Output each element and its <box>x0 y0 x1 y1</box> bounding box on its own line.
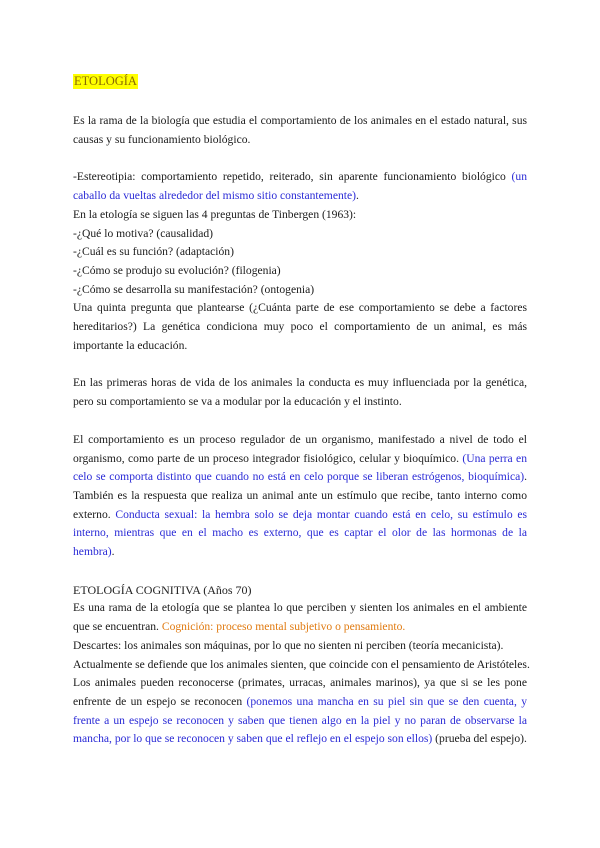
espejo-paragraph <box>73 674 527 749</box>
cognitiva-paragraph <box>73 599 527 636</box>
comportamiento-example-2: Conducta sexual: la hembra solo se deja montar cuando está en celo, su estímulo es interno, mientras que en el macho es externo, que es captar el olor de las hormonas de la hembra) <box>73 507 528 559</box>
primeras-horas-paragraph: En las primeras horas de vida de los animales la conducta es muy influenciada por la genética, pero su comportamiento se va a modular por la educación y el instinto. <box>73 376 527 409</box>
cognitiva-text: Es una rama de la etología que se plantea lo que perciben y sienten los animales en el ambiente que se encuentran. <box>73 601 527 634</box>
espejo-text: Los animales pueden reconocerse (primates, urracas, animales marinos), ya que si se les pone enfrente de un espejo se reconocen <box>73 676 527 708</box>
cognitiva-heading: ETOLOGÍA COGNITIVA (Años 70) <box>73 582 252 597</box>
comportamiento-end: . <box>111 545 115 559</box>
comportamiento-text-1: El comportamiento es un proceso regulador de un organismo, manifestado a nivel de todo el organismo, como parte de un proceso integrador fisiológico, celular y bioquímico. <box>73 432 527 465</box>
document-body <box>73 73 530 749</box>
question-item: -¿Cómo se desarrolla su manifestación? (ontogenia) <box>73 282 315 296</box>
quinta-paragraph: Una quinta pregunta que plantearse (¿Cuánta parte de ese comportamiento se debe a factores hereditarios?) La genética condiciona muy poco el comportamiento de un animal, es más importante la educación. <box>73 301 527 352</box>
estereotipia-end: . <box>356 189 359 203</box>
page-title: ETOLOGÍA <box>74 74 137 88</box>
estereotipia-text: -Estereotipia: comportamiento repetido, reiterado, sin aparente funcionamiento biológico <box>73 170 512 184</box>
comportamiento-text-2: . También es la respuesta que realiza un animal ante un estímulo que recibe, tanto interno como externo. <box>73 470 527 521</box>
question-item: -¿Qué lo motiva? (causalidad) <box>73 226 214 240</box>
intro-paragraph: Es la rama de la biología que estudia el comportamiento de los animales en el estado natural, sus causas y su funcionamiento biológico. <box>73 114 527 146</box>
cognicion-definition: Cognición: proceso mental subjetivo o pensamiento. <box>161 620 406 634</box>
question-item: -¿Cuál es su función? (adaptación) <box>73 245 234 259</box>
comportamiento-paragraph <box>73 431 527 562</box>
estereotipia-example: (un caballo da vueltas alrededor del mismo sitio constantemente) <box>73 170 527 203</box>
tinbergen-intro: En la etología se siguen las 4 preguntas de Tinbergen (1963): <box>73 207 357 221</box>
comportamiento-example-1: (Una perra en celo se comporta distinto que cuando no está en celo porque se liberan estrógenos, bioquímica) <box>73 451 528 484</box>
espejo-example: (ponemos una mancha en su piel sin que se den cuenta, y frente a un espejo se reconocen y saben que tienen algo en la piel y no paran de observarse la mancha, por lo que se reconocen y saben que el reflejo en el espejo son ellos) <box>73 694 527 746</box>
estereotipia-paragraph <box>73 168 527 205</box>
espejo-end: (prueba del espejo). <box>432 732 527 746</box>
actualmente-line: Actualmente se defiende que los animales sienten, que coincide con el pensamiento de Aristóteles. <box>73 657 530 671</box>
descartes-line: Descartes: los animales son máquinas, por lo que no sienten ni perciben (teoría mecanicista). <box>73 638 504 652</box>
question-item: -¿Cómo se produjo su evolución? (filogenia) <box>73 263 281 277</box>
